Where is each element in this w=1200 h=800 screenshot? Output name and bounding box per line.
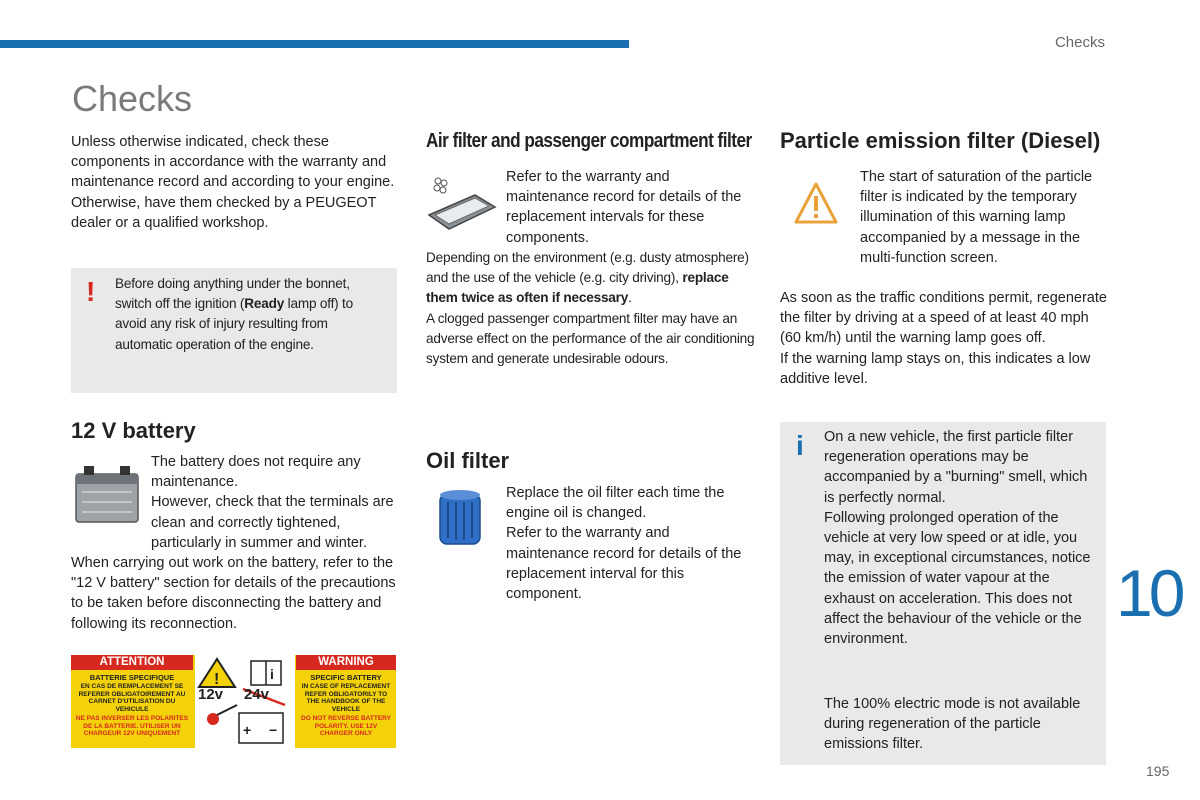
particle-paragraph: The start of saturation of the particle filter is indicated by the temporary illumination of this warning lamp accompanied by a message in the multi-function screen. — [860, 169, 1093, 266]
svg-text:−: − — [269, 722, 278, 738]
info-box — [780, 422, 1106, 765]
intro-paragraph: Otherwise, have them checked by a PEUGEOT dealer or a qualified workshop. — [71, 194, 377, 231]
running-head: Checks — [1054, 34, 1105, 51]
info-paragraph: On a new vehicle, the first particle filter regeneration operations may be accompanied by a "burning" smell, which is perfectly normal. — [824, 429, 1088, 506]
battery-text-full — [71, 553, 396, 634]
label-24v: 24v — [244, 686, 270, 703]
info-paragraph: Following prolonged operation of the vehicle at very low speed or at idle, you may, in exceptional circumstances, notice the emission of water vapour at the exhaust on acceleration. This does not affect the behaviour of the vehicle or the environment. — [824, 509, 1091, 648]
battery-heading: 12 V battery — [71, 418, 196, 443]
battery-paragraph: However, check that the terminals are clean and correctly tightened, particularly in summer and winter. — [151, 494, 394, 551]
label-right-red: DO NOT REVERSE BATTERY POLARITY. USE 12V CHARGER ONLY — [301, 715, 391, 737]
battery-warning-label — [71, 655, 396, 748]
oil-filter-paragraph: Refer to the warranty and maintenance record for details of the replacement interval for this component. — [506, 525, 742, 603]
air-filter-paragraph: Depending on the environment (e.g. dusty atmosphere) and the use of the vehicle (e.g. city driving), replace them twice as often if necessary. — [426, 250, 749, 306]
battery-paragraph: When carrying out work on the battery, refer to the "12 V battery" section for details of the precautions to be taken before disconnecting the battery and following its reconnection. — [71, 555, 396, 632]
air-filter-icon — [425, 175, 497, 233]
oil-filter-text — [506, 483, 751, 604]
particle-paragraph: As soon as the traffic conditions permit, regenerate the filter by driving at a speed of at least 40 mph (60 km/h) until the warning lamp goes off. — [780, 290, 1107, 347]
particle-heading: Particle emission filter (Diesel) — [780, 128, 1101, 153]
svg-text:i: i — [270, 666, 274, 682]
top-accent-bar — [0, 40, 629, 48]
particle-paragraph: If the warning lamp stays on, this indicates a low additive level. — [780, 350, 1091, 387]
exclamation-icon: ! — [86, 276, 96, 307]
air-filter-text-full — [426, 248, 756, 369]
battery-paragraph: The battery does not require any maintenance. — [151, 454, 361, 491]
label-right-title: SPECIFIC BATTERY — [310, 673, 382, 682]
svg-text:+: + — [243, 722, 252, 738]
warning-triangle-icon — [793, 181, 839, 225]
particle-text-right — [860, 167, 1105, 268]
page-number: 195 — [1146, 763, 1170, 779]
oil-filter-icon — [436, 488, 486, 550]
label-left-red: NE PAS INVERSER LES POLARITES DE LA BATTERIE. UTILISER UN CHARGEUR 12V UNIQUEMENT — [75, 715, 189, 737]
intro-section — [71, 132, 401, 233]
label-warning: WARNING — [296, 655, 396, 670]
intro-paragraph: Unless otherwise indicated, check these components in accordance with the warranty and maintenance record and according to your engine. — [71, 134, 395, 191]
warning-box — [71, 268, 397, 393]
label-right-text: IN CASE OF REPLACEMENT REFER OBLIGATORILY TO THE HANDBOOK OF THE VEHICLE — [301, 683, 391, 713]
label-12v: 12v — [198, 686, 224, 703]
chapter-number: 10 — [1116, 556, 1182, 630]
label-left-text: EN CAS DE REMPLACEMENT SE REFERER OBLIGATOIREMENT AU CARNET D'UTILISATION DU VEHICULE — [78, 683, 186, 713]
battery-text-right — [151, 452, 396, 553]
label-left-title: BATTERIE SPECIFIQUE — [89, 673, 175, 682]
oil-filter-heading: Oil filter — [426, 448, 510, 473]
info-paragraph: The 100% electric mode is not available during regeneration of the particle emissions filter. — [824, 696, 1081, 753]
air-filter-paragraph: A clogged passenger compartment filter may have an adverse effect on the performance of the air conditioning system and generate undesirable odours. — [426, 310, 755, 367]
air-filter-paragraph: Refer to the warranty and maintenance record for details of the replacement intervals for these components. — [506, 169, 742, 246]
svg-text:!: ! — [214, 671, 220, 688]
warning-text: Before doing anything under the bonnet, switch off the ignition (Ready lamp off) to avoid any risk of injury resulting from automatic operation of the engine. — [115, 276, 353, 352]
page-title: Checks — [72, 78, 193, 119]
label-attention: ATTENTION — [71, 655, 193, 670]
label-pictogram — [195, 655, 295, 748]
air-filter-heading: Air filter and passenger compartment filter — [426, 130, 752, 152]
battery-icon — [72, 460, 142, 524]
particle-text-full — [780, 288, 1110, 389]
info-text-2 — [824, 694, 1100, 755]
oil-filter-paragraph: Replace the oil filter each time the engine oil is changed. — [506, 485, 725, 522]
info-icon: i — [796, 430, 804, 461]
info-text — [824, 427, 1100, 649]
air-filter-text-right — [506, 167, 751, 248]
